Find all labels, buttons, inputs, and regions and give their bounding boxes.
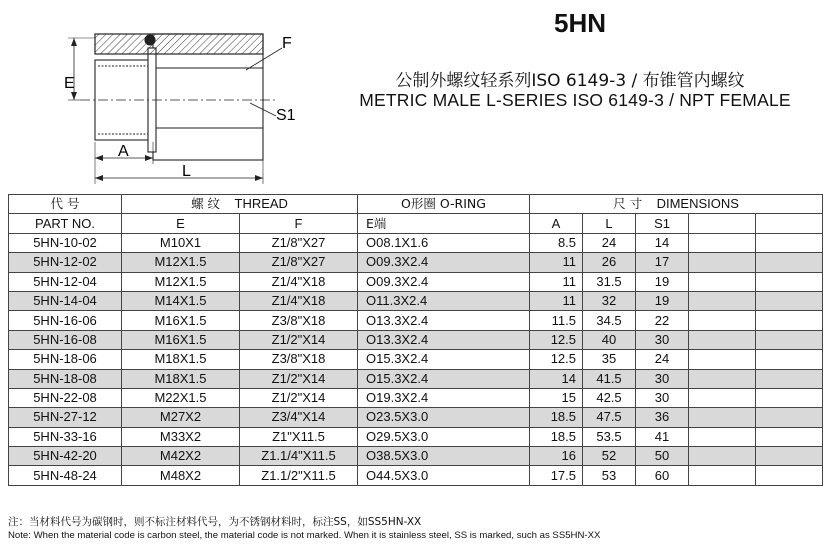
cell-blank	[756, 253, 823, 272]
cell-a: 18.5	[530, 427, 583, 446]
cell-part-no: 5HN-33-16	[9, 427, 122, 446]
cell-blank	[756, 408, 823, 427]
cell-part-no: 5HN-12-04	[9, 272, 122, 291]
cell-s1: 30	[636, 369, 689, 388]
cell-s1: 19	[636, 291, 689, 310]
cell-s1: 24	[636, 350, 689, 369]
table-row	[9, 233, 823, 252]
header-oring: O形圈 O-RING	[358, 195, 530, 214]
cell-s1: 50	[636, 447, 689, 466]
cell-thread-e: M18X1.5	[122, 369, 240, 388]
cell-oring: O15.3X2.4	[358, 350, 530, 369]
cell-part-no: 5HN-22-08	[9, 388, 122, 407]
cell-part-no: 5HN-14-04	[9, 291, 122, 310]
cell-blank	[756, 369, 823, 388]
label-f: F	[282, 35, 292, 52]
cell-part-no: 5HN-16-06	[9, 311, 122, 330]
header-s1: S1	[636, 214, 689, 233]
cell-s1: 36	[636, 408, 689, 427]
cell-a: 11	[530, 291, 583, 310]
cell-oring: O11.3X2.4	[358, 291, 530, 310]
cell-a: 17.5	[530, 466, 583, 485]
table-row	[9, 466, 823, 485]
fitting-drawing	[40, 8, 320, 188]
cell-thread-e: M14X1.5	[122, 291, 240, 310]
cell-oring: O38.5X3.0	[358, 447, 530, 466]
cell-oring: O23.5X3.0	[358, 408, 530, 427]
table-row	[9, 311, 823, 330]
cell-part-no: 5HN-12-02	[9, 253, 122, 272]
cell-s1: 17	[636, 253, 689, 272]
cell-a: 14	[530, 369, 583, 388]
cell-blank	[689, 388, 756, 407]
cell-thread-f: Z3/8"X18	[240, 350, 358, 369]
cell-part-no: 5HN-16-08	[9, 330, 122, 349]
cell-s1: 30	[636, 388, 689, 407]
table-row	[9, 369, 823, 388]
label-s1: S1	[276, 107, 296, 124]
cell-s1: 41	[636, 427, 689, 446]
header-a: A	[530, 214, 583, 233]
cell-l: 34.5	[583, 311, 636, 330]
header-part-no: PART NO.	[9, 214, 122, 233]
cell-l: 40	[583, 330, 636, 349]
cell-blank	[689, 311, 756, 330]
cell-thread-e: M16X1.5	[122, 311, 240, 330]
cell-part-no: 5HN-48-24	[9, 466, 122, 485]
table-row	[9, 330, 823, 349]
header-f: F	[240, 214, 358, 233]
cell-thread-e: M22X1.5	[122, 388, 240, 407]
cell-oring: O13.3X2.4	[358, 311, 530, 330]
table-row	[9, 408, 823, 427]
cell-oring: O09.3X2.4	[358, 272, 530, 291]
cell-l: 26	[583, 253, 636, 272]
label-e: E	[64, 75, 75, 92]
cell-thread-f: Z1.1/4"X11.5	[240, 447, 358, 466]
table-row	[9, 291, 823, 310]
product-code: 5HN	[553, 8, 606, 38]
cell-l: 53	[583, 466, 636, 485]
cell-l: 24	[583, 233, 636, 252]
cell-thread-f: Z1.1/2"X11.5	[240, 466, 358, 485]
cell-thread-e: M10X1	[122, 233, 240, 252]
cell-blank	[756, 388, 823, 407]
cell-thread-e: M27X2	[122, 408, 240, 427]
cell-thread-e: M18X1.5	[122, 350, 240, 369]
table-row	[9, 427, 823, 446]
cell-l: 41.5	[583, 369, 636, 388]
cell-l: 53.5	[583, 427, 636, 446]
cell-s1: 22	[636, 311, 689, 330]
cell-thread-f: Z1/8"X27	[240, 253, 358, 272]
header-e-end: E端	[358, 214, 530, 233]
cell-blank	[756, 311, 823, 330]
cell-l: 47.5	[583, 408, 636, 427]
cell-l: 42.5	[583, 388, 636, 407]
cell-blank	[689, 233, 756, 252]
cell-l: 52	[583, 447, 636, 466]
spec-table	[8, 194, 823, 486]
cell-thread-e: M16X1.5	[122, 330, 240, 349]
label-a: A	[118, 143, 129, 160]
cell-blank	[689, 466, 756, 485]
cell-s1: 60	[636, 466, 689, 485]
cell-part-no: 5HN-10-02	[9, 233, 122, 252]
cell-part-no: 5HN-18-06	[9, 350, 122, 369]
cell-part-no: 5HN-18-08	[9, 369, 122, 388]
cell-blank	[689, 427, 756, 446]
cell-thread-f: Z1/2"X14	[240, 388, 358, 407]
table-row	[9, 272, 823, 291]
cell-blank	[756, 466, 823, 485]
cell-a: 15	[530, 388, 583, 407]
cell-thread-e: M33X2	[122, 427, 240, 446]
cell-blank	[756, 272, 823, 291]
title-english: METRIC MALE L-SERIES ISO 6149-3 / NPT FEMALE	[359, 90, 791, 110]
label-l: L	[182, 163, 191, 180]
cell-blank	[689, 291, 756, 310]
table-row	[9, 447, 823, 466]
cell-thread-e: M48X2	[122, 466, 240, 485]
cell-oring: O08.1X1.6	[358, 233, 530, 252]
header-code: 代 号	[9, 195, 122, 214]
cell-a: 11.5	[530, 311, 583, 330]
cell-s1: 30	[636, 330, 689, 349]
cell-s1: 14	[636, 233, 689, 252]
cell-blank	[689, 272, 756, 291]
cell-thread-e: M12X1.5	[122, 253, 240, 272]
cell-thread-e: M12X1.5	[122, 272, 240, 291]
cell-blank	[689, 408, 756, 427]
header-dimensions: 尺 寸 DIMENSIONS	[530, 195, 823, 214]
cell-part-no: 5HN-27-12	[9, 408, 122, 427]
table-row	[9, 350, 823, 369]
cell-oring: O13.3X2.4	[358, 330, 530, 349]
cell-blank	[756, 447, 823, 466]
title-chinese: 公制外螺纹轻系列ISO 6149-3 / 布锥管内螺纹	[395, 71, 745, 91]
cell-l: 35	[583, 350, 636, 369]
header-blank	[756, 214, 823, 233]
cell-oring: O29.5X3.0	[358, 427, 530, 446]
cell-a: 11	[530, 253, 583, 272]
cell-a: 12.5	[530, 350, 583, 369]
header-thread: 螺 纹 THREAD	[122, 195, 358, 214]
note-chinese: 注：当材料代号为碳钢时，则不标注材料代号，为不锈钢材料时，标注SS，如SS5HN-XX	[8, 516, 422, 528]
note-english: Note: When the material code is carbon steel, the material code is not marked. When it is stainless steel, SS is marked, such as SS5HN-XX	[8, 530, 601, 541]
header-l: L	[583, 214, 636, 233]
cell-thread-f: Z1/4"X18	[240, 291, 358, 310]
cell-blank	[756, 350, 823, 369]
cell-a: 16	[530, 447, 583, 466]
cell-blank	[756, 330, 823, 349]
cell-oring: O15.3X2.4	[358, 369, 530, 388]
table-body	[9, 233, 823, 485]
cell-l: 32	[583, 291, 636, 310]
cell-blank	[689, 350, 756, 369]
cell-oring: O19.3X2.4	[358, 388, 530, 407]
cell-blank	[689, 369, 756, 388]
cell-thread-f: Z3/8"X18	[240, 311, 358, 330]
cell-l: 31.5	[583, 272, 636, 291]
cell-a: 11	[530, 272, 583, 291]
header-blank	[689, 214, 756, 233]
cell-a: 18.5	[530, 408, 583, 427]
cell-oring: O44.5X3.0	[358, 466, 530, 485]
cell-thread-f: Z1"X11.5	[240, 427, 358, 446]
cell-thread-f: Z1/2"X14	[240, 369, 358, 388]
cell-thread-f: Z3/4"X14	[240, 408, 358, 427]
cell-blank	[756, 233, 823, 252]
cell-blank	[689, 447, 756, 466]
cell-blank	[689, 330, 756, 349]
table-row	[9, 388, 823, 407]
cell-thread-e: M42X2	[122, 447, 240, 466]
cell-thread-f: Z1/8"X27	[240, 233, 358, 252]
cell-s1: 19	[636, 272, 689, 291]
cell-blank	[756, 291, 823, 310]
header-e: E	[122, 214, 240, 233]
table-row	[9, 253, 823, 272]
cell-a: 8.5	[530, 233, 583, 252]
table-header-row-1	[9, 195, 823, 214]
cell-blank	[756, 427, 823, 446]
cell-thread-f: Z1/4"X18	[240, 272, 358, 291]
table-header-row-2	[9, 214, 823, 233]
cell-part-no: 5HN-42-20	[9, 447, 122, 466]
cell-oring: O09.3X2.4	[358, 253, 530, 272]
cell-a: 12.5	[530, 330, 583, 349]
cell-blank	[689, 253, 756, 272]
cell-thread-f: Z1/2"X14	[240, 330, 358, 349]
